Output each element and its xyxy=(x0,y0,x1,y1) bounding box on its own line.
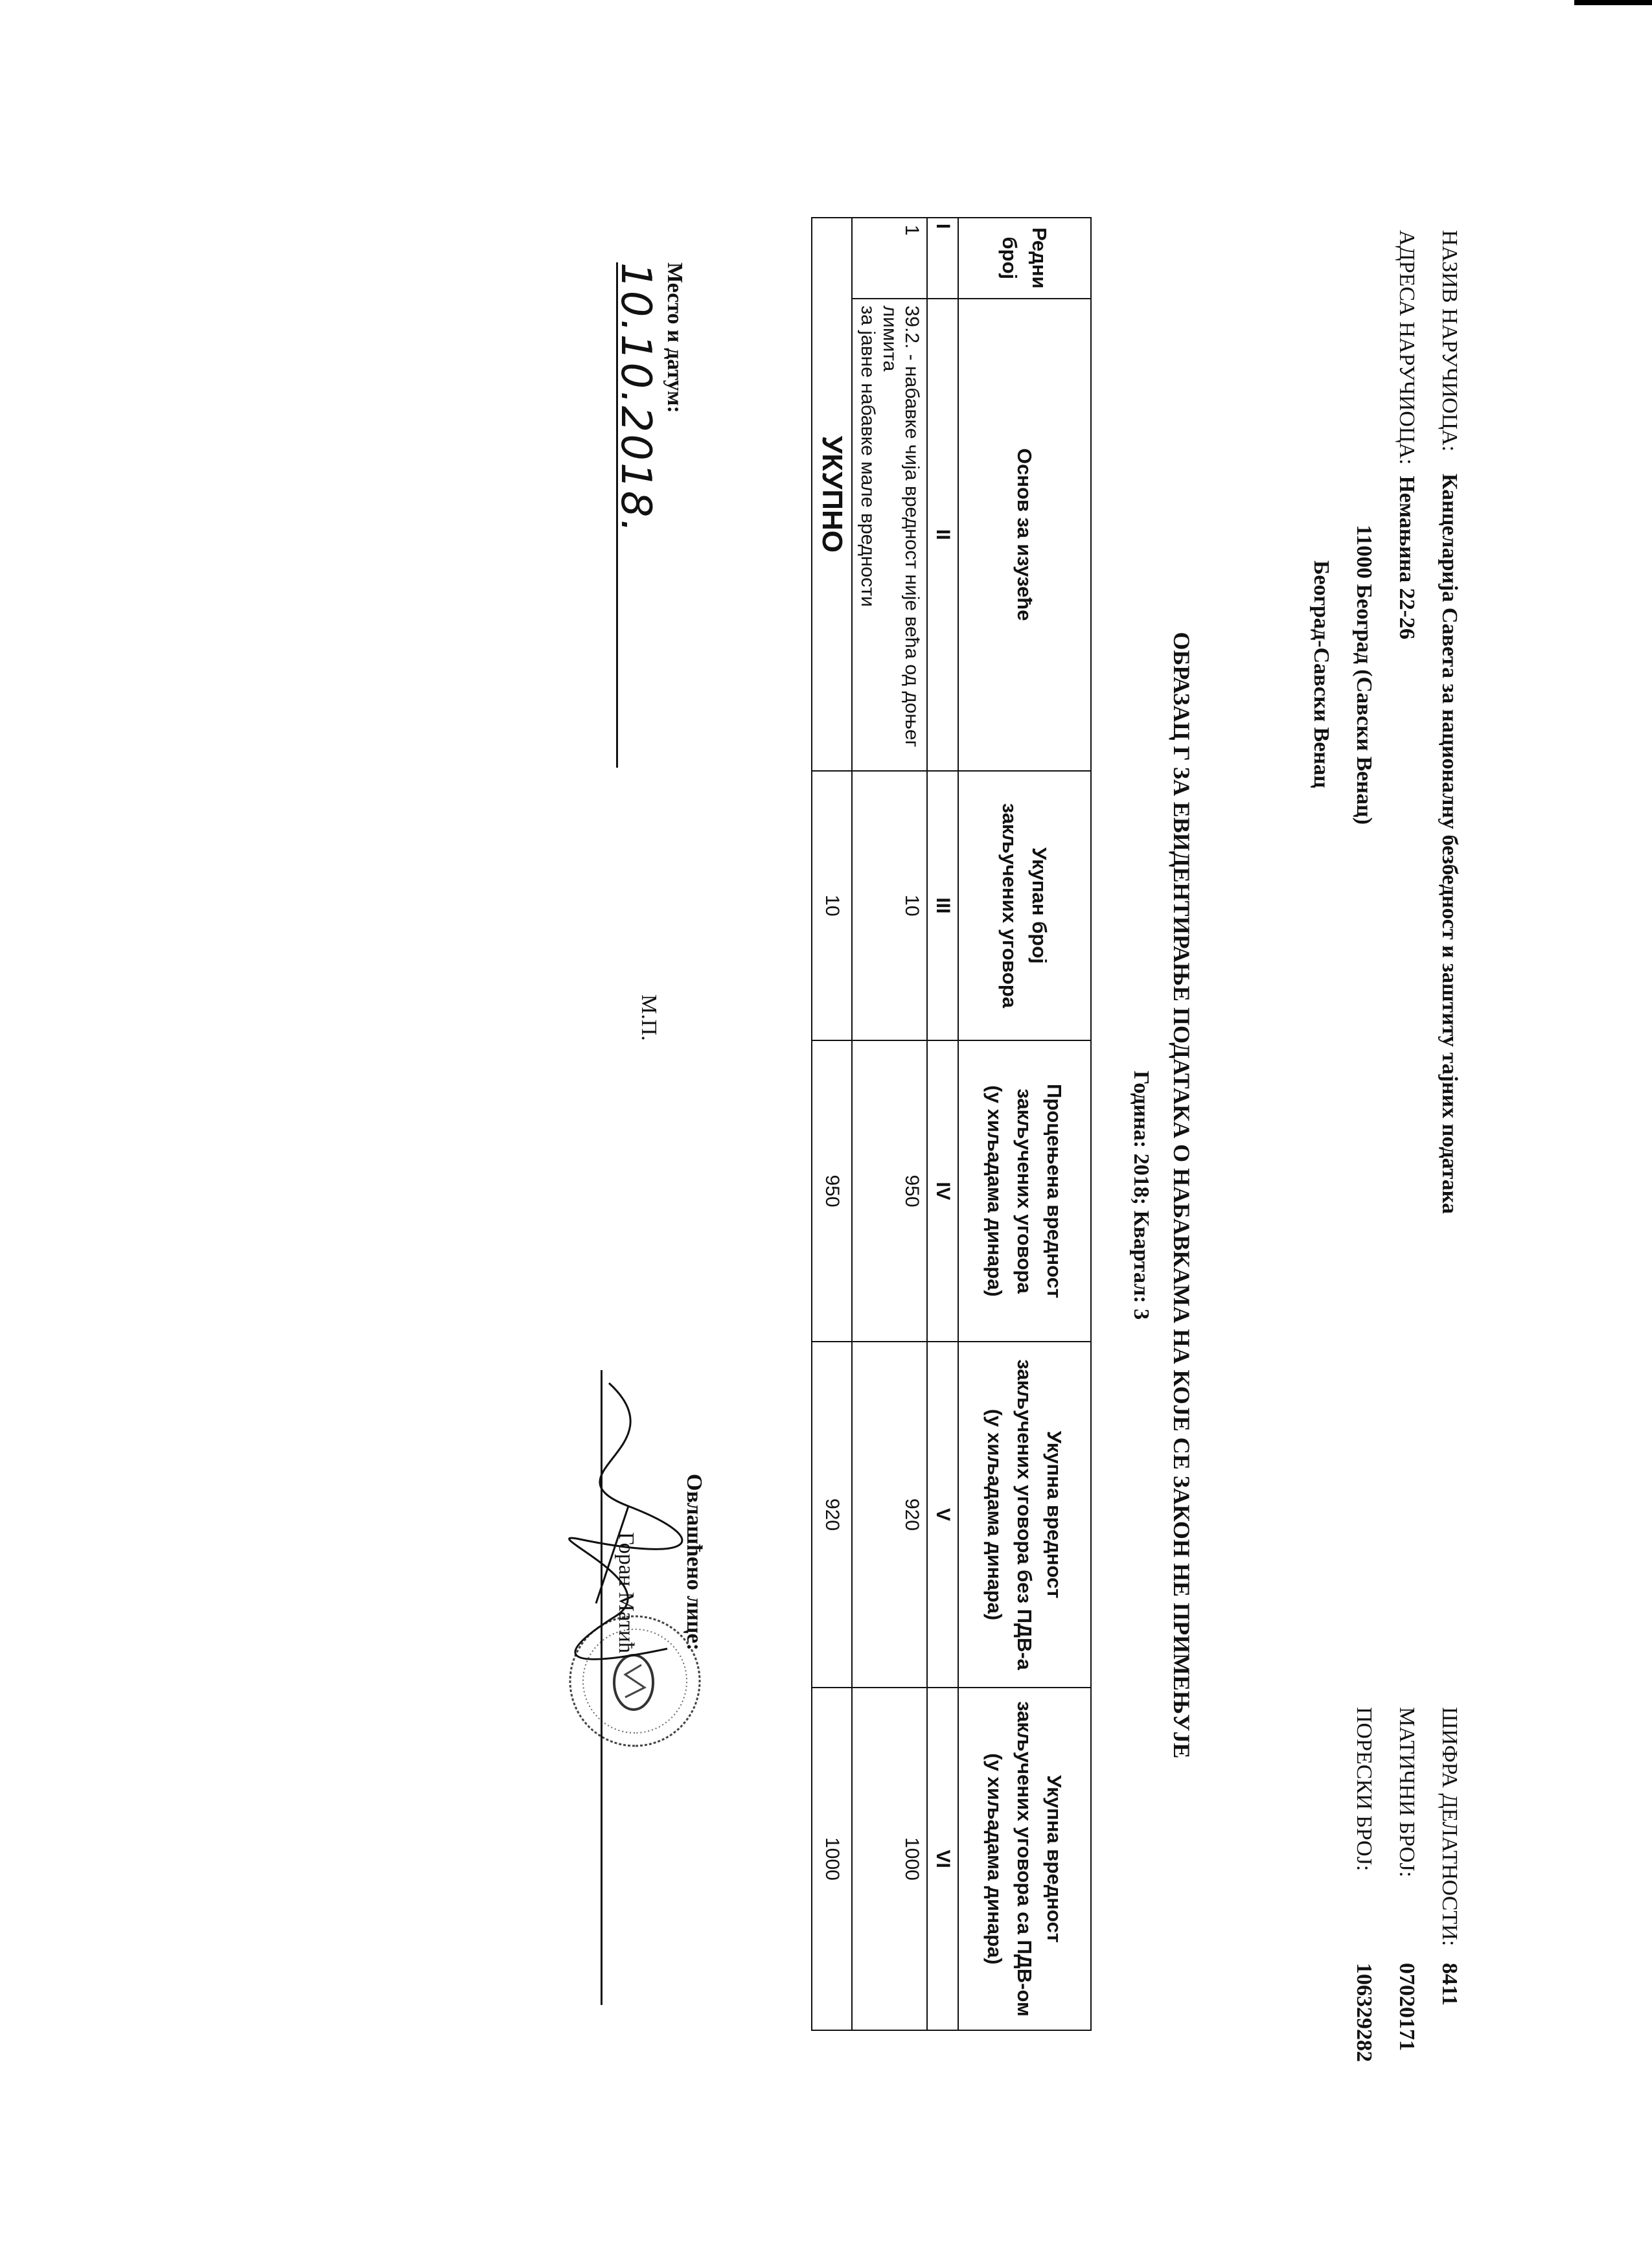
client-postal-city: 11000 Београд (Савски Венац) xyxy=(1352,525,1376,825)
client-municipality-row xyxy=(1300,230,1342,1214)
place-date-label: Место и датум: xyxy=(663,262,687,413)
rotated-form-page xyxy=(0,165,1555,2225)
seal-placeholder-label: М.П. xyxy=(637,994,661,1041)
client-info xyxy=(1300,230,1471,1214)
roman-numeral: V xyxy=(927,1342,958,1688)
roman-numeral: II xyxy=(927,299,958,771)
client-city-row xyxy=(1342,230,1385,1214)
procurement-table xyxy=(811,217,1092,2031)
row-value-with-vat: 1000 xyxy=(852,1688,927,2030)
total-label: УКУПНО xyxy=(812,218,852,771)
client-municipality: Београд-Савски Венац xyxy=(1309,560,1333,788)
row-estimated-value: 950 xyxy=(852,1040,927,1342)
header-exemption-basis: Основ за изузеће xyxy=(958,299,1091,771)
official-stamp-and-signature xyxy=(473,1370,706,2005)
table-header-row xyxy=(958,218,1091,2030)
row-contract-count: 10 xyxy=(852,771,927,1040)
table-row xyxy=(852,218,927,2030)
authorized-person-name: Горан Матић xyxy=(614,1532,638,1653)
total-estimated-value: 950 xyxy=(812,1040,852,1342)
header-index: Редни број xyxy=(958,218,1091,299)
tax-number-row xyxy=(1342,1707,1385,2062)
scan-edge-mark xyxy=(1574,0,1652,5)
client-name: Канцеларија Савета за националну безбедност и заштиту тајних података xyxy=(1438,474,1462,1214)
tax-number-label: ПОРЕСКИ БРОЈ: xyxy=(1352,1707,1376,1872)
roman-numeral: III xyxy=(927,771,958,1040)
header-contract-count: Укупан број закључених уговора xyxy=(958,771,1091,1040)
roman-numeral: I xyxy=(927,218,958,299)
table-total-row xyxy=(812,218,852,2030)
header-value-with-vat: Укупна вредност закључених уговора са ПДВ-ом (у хиљадама динара) xyxy=(958,1688,1091,2030)
row-value-without-vat: 920 xyxy=(852,1342,927,1688)
registration-number-row xyxy=(1385,1707,1428,2062)
registration-number: 07020171 xyxy=(1395,1963,1419,2051)
total-value-with-vat: 1000 xyxy=(812,1688,852,2030)
row-index: 1 xyxy=(852,218,927,299)
header-value-without-vat: Укупна вредност закључених уговора без ПДВ-а (у хиљадама динара) xyxy=(958,1342,1091,1688)
place-date-block xyxy=(612,262,687,768)
authorized-person-block xyxy=(473,1370,706,2005)
activity-code-row xyxy=(1428,1707,1471,2062)
total-value-without-vat: 920 xyxy=(812,1342,852,1688)
signature-line xyxy=(601,1370,602,2005)
client-name-row xyxy=(1428,230,1471,1214)
client-name-label: НАЗИВ НАРУЧИОЦА: xyxy=(1438,230,1462,452)
header-estimated-value: Процењена вредност закључених уговора (у хиљадама динара) xyxy=(958,1040,1091,1342)
row-exemption-basis: 39.2. - набавке чија вредност није већа од доњег лимита за јавне набавке мале вредности xyxy=(852,299,927,771)
client-address-label: АДРЕСА НАРУЧИОЦА: xyxy=(1395,230,1419,465)
activity-code-label: ШИФРА ДЕЛАТНОСТИ: xyxy=(1438,1707,1462,1947)
handwritten-date: 10.10.2018. xyxy=(612,262,660,534)
registration-number-label: МАТИЧНИ БРОЈ: xyxy=(1395,1707,1419,1877)
total-contract-count: 10 xyxy=(812,771,852,1040)
table-roman-numerals-row xyxy=(927,218,958,2030)
client-address-row xyxy=(1385,230,1428,1214)
tax-number: 106329282 xyxy=(1352,1963,1376,2062)
client-codes xyxy=(1342,1707,1471,2062)
roman-numeral: IV xyxy=(927,1040,958,1342)
client-address: Немањина 22-26 xyxy=(1395,475,1419,640)
authorized-person-label: Овлашћено лице: xyxy=(682,1474,706,1651)
form-title: ОБРАЗАЦ Г ЗА ЕВИДЕНТИРАЊЕ ПОДАТАКА О НАБАВКАМА НА КОЈЕ СЕ ЗАКОН НЕ ПРИМЕЊУЈЕ xyxy=(1169,632,1195,1759)
form-subtitle: Година: 2018; Квартал: 3 xyxy=(1129,1070,1153,1320)
activity-code: 8411 xyxy=(1438,1963,1462,2006)
roman-numeral: VI xyxy=(927,1688,958,2030)
